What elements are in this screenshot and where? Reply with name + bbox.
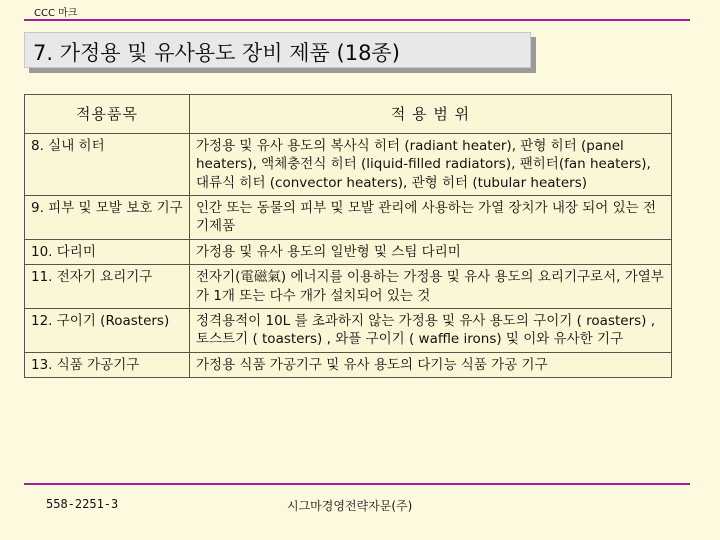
- header-label: CCC 마크: [34, 8, 78, 19]
- header-divider: [24, 19, 690, 21]
- item-cell: 11. 전자기 요리기구: [25, 265, 190, 309]
- item-cell: 10. 다리미: [25, 239, 190, 264]
- scope-cell: 인간 또는 동물의 피부 및 모발 관리에 사용하는 가열 장치가 내장 되어 있는 전기제품: [190, 196, 672, 240]
- item-cell: 8. 실내 히터: [25, 134, 190, 196]
- title-box: [24, 32, 531, 68]
- table-header-row: [25, 95, 672, 134]
- column-header-item: 적용품목: [25, 95, 190, 134]
- item-cell: 13. 식품 가공기구: [25, 352, 190, 377]
- product-table: [24, 94, 672, 378]
- scope-cell: 가정용 및 유사 용도의 복사식 히터 (radiant heater), 판형 히터 (panel heaters), 액체충전식 히터 (liquid-filled radiators), 팬히터(fan heaters), 대류식 히터 (convector heaters), 관형 히터 (tubular heaters): [190, 134, 672, 196]
- table-row: [25, 265, 672, 309]
- scope-cell: 가정용 식품 가공기구 및 유사 용도의 다기능 식품 가공 기구: [190, 352, 672, 377]
- table-row: [25, 196, 672, 240]
- column-header-scope: 적 용 범 위: [190, 95, 672, 134]
- scope-cell: 전자기(電磁氣) 에너지를 이용하는 가정용 및 유사 용도의 요리기구로서, 가열부가 1개 또는 다수 개가 설치되어 있는 것: [190, 265, 672, 309]
- table-row: [25, 134, 672, 196]
- scope-cell: 가정용 및 유사 용도의 일반형 및 스팀 다리미: [190, 239, 672, 264]
- scope-cell: 정격용적이 10L 를 초과하지 않는 가정용 및 유사 용도의 구이기 ( roasters) , 토스트기 ( toasters) , 와플 구이기 ( waffle irons) 및 이와 유사한 기구: [190, 308, 672, 352]
- page-title: 7. 가정용 및 유사용도 장비 제품 (18종): [33, 41, 400, 65]
- item-cell: 9. 피부 및 모발 보호 기구: [25, 196, 190, 240]
- footer-divider: [24, 483, 690, 485]
- footer-document-code: 558-2251-3: [46, 497, 119, 511]
- table-row: [25, 239, 672, 264]
- table-row: [25, 308, 672, 352]
- footer-company-name: 시그마경영전략자문(주): [287, 499, 413, 513]
- table-row: [25, 352, 672, 377]
- item-cell: 12. 구이기 (Roasters): [25, 308, 190, 352]
